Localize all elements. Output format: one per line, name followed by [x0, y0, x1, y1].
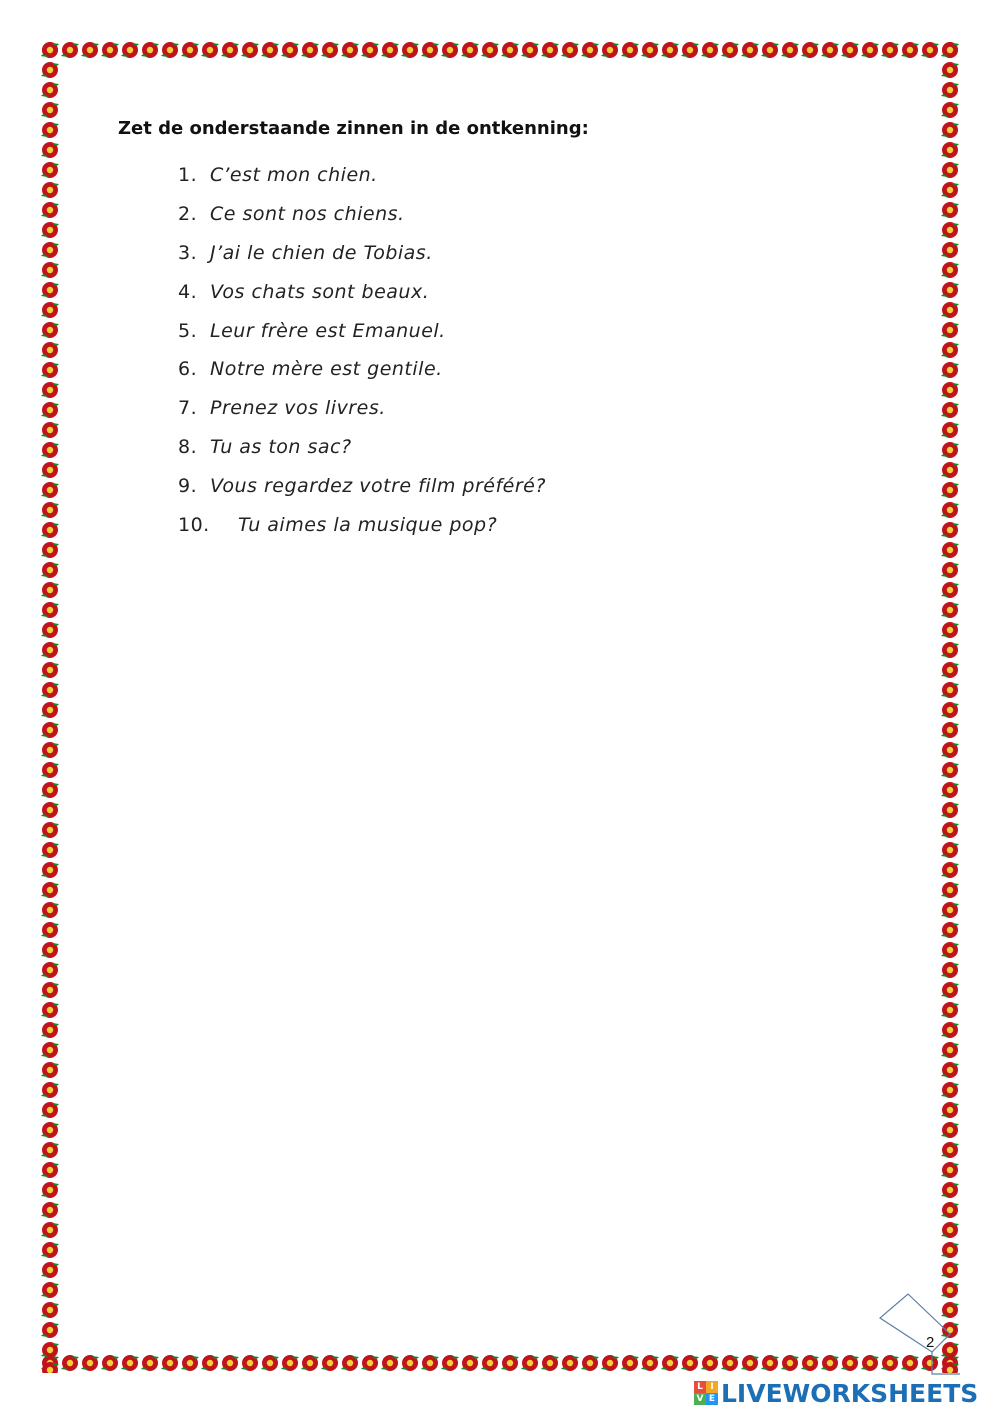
list-item — [178, 505, 546, 544]
item-number: 3. — [178, 241, 198, 264]
list-item — [178, 389, 546, 428]
list-item — [178, 428, 546, 467]
list-item — [178, 466, 546, 505]
sentence-text: Vos chats sont beaux. — [210, 280, 430, 303]
sentence-text: Tu aimes la musique pop? — [238, 513, 498, 536]
page-corner-diamond — [878, 1290, 960, 1376]
item-number: 5. — [178, 319, 198, 342]
list-item — [178, 195, 546, 234]
sentence-text: Notre mère est gentile. — [210, 358, 443, 381]
logo-mark-icon — [694, 1381, 718, 1405]
logo-wordmark: LIVEWORKSHEETS — [721, 1378, 979, 1408]
sentence-text: C’est mon chien. — [210, 164, 378, 187]
item-number: 4. — [178, 280, 198, 303]
page-number: 2 — [926, 1334, 935, 1351]
item-number: 2. — [178, 203, 198, 226]
instruction-heading: Zet de onderstaande zinnen in de ontkenning: — [118, 118, 589, 139]
item-number: 9. — [178, 474, 198, 497]
sentence-text: Leur frère est Emanuel. — [210, 319, 446, 342]
list-item — [178, 156, 546, 195]
list-item — [178, 311, 546, 350]
sentence-text: Ce sont nos chiens. — [210, 203, 405, 226]
flower-border-bottom — [40, 1353, 960, 1373]
logo-letter: I — [706, 1381, 718, 1393]
list-item — [178, 234, 546, 273]
sentence-text: Prenez vos livres. — [210, 397, 386, 420]
flower-border-right — [940, 40, 960, 1373]
flower-border-left — [40, 40, 60, 1373]
item-number: 7. — [178, 397, 198, 420]
logo-letter: V — [694, 1393, 706, 1405]
sentence-text: J’ai le chien de Tobias. — [210, 241, 433, 264]
item-number: 1. — [178, 164, 198, 187]
item-number: 6. — [178, 358, 198, 381]
logo-letter: L — [694, 1381, 706, 1393]
list-item — [178, 350, 546, 389]
sentence-text: Vous regardez votre film préféré? — [210, 474, 546, 497]
sentence-list — [178, 156, 546, 544]
item-number: 10. — [178, 513, 210, 536]
logo-letter: E — [706, 1393, 718, 1405]
sentence-text: Tu as ton sac? — [210, 435, 352, 458]
list-item — [178, 272, 546, 311]
liveworksheets-logo[interactable] — [694, 1378, 978, 1408]
item-number: 8. — [178, 435, 198, 458]
flower-border-top — [40, 40, 960, 60]
